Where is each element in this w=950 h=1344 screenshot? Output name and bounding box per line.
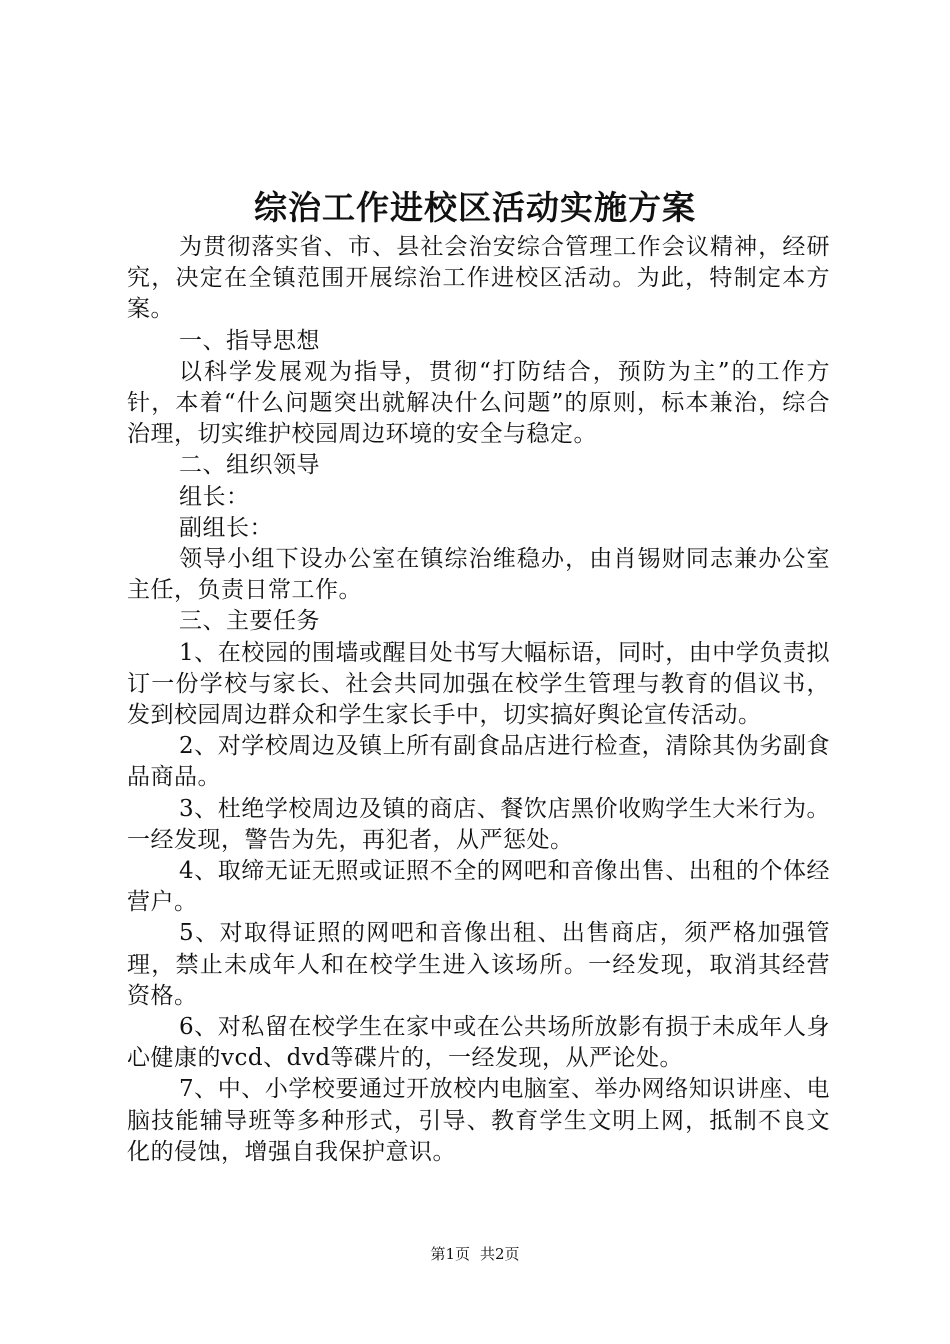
paragraph: 领导小组下设办公室在镇综治维稳办，由肖锡财同志兼办公室主任，负责日常工作。	[127, 546, 830, 604]
task-item: 3、杜绝学校周边及镇的商店、餐饮店黑价收购学生大米行为。一经发现，警告为先，再犯者，从严惩处。	[127, 795, 830, 853]
paragraph: 组长：	[179, 483, 250, 510]
page-footer	[0, 1244, 950, 1264]
task-item: 7、中、小学校要通过开放校内电脑室、举办网络知识讲座、电脑技能辅导班等多种形式，引导、教育学生文明上网，抵制不良文化的侵蚀，增强自我保护意识。	[127, 1076, 830, 1165]
task-item: 6、对私留在校学生在家中或在公共场所放影有损于未成年人身心健康的vcd、dvd等碟片的，一经发现，从严论处。	[127, 1014, 830, 1072]
task-item: 1、在校园的围墙或醒目处书写大幅标语，同时，由中学负责拟订一份学校与家长、社会共同加强在校学生管理与教育的倡议书，发到校园周边群众和学生家长手中，切实搞好舆论宣传活动。	[127, 639, 830, 729]
section-heading: 一、指导思想	[179, 327, 320, 354]
task-item: 5、对取得证照的网吧和音像出租、出售商店，须严格加强管理，禁止未成年人和在校学生进入该场所。一经发现，取消其经营资格。	[127, 920, 830, 1009]
section-heading: 三、主要任务	[179, 608, 320, 635]
document-body	[127, 232, 830, 1168]
page-total: 共2页	[480, 1245, 520, 1263]
document-title: 综治工作进校区活动实施方案	[254, 188, 696, 227]
task-item: 2、对学校周边及镇上所有副食品店进行检查，清除其伪劣副食品商品。	[127, 733, 830, 791]
paragraph: 为贯彻落实省、市、县社会治安综合管理工作会议精神，经研究，决定在全镇范围开展综治工作进校区活动。为此，特制定本方案。	[127, 234, 830, 323]
paragraph: 副组长：	[179, 514, 273, 541]
task-item: 4、取缔无证无照或证照不全的网吧和音像出售、出租的个体经营户。	[127, 858, 830, 916]
section-heading: 二、组织领导	[179, 452, 320, 479]
paragraph: 以科学发展观为指导，贯彻“打防结合，预防为主”的工作方针，本着“什么问题突出就解决什么问题”的原则，标本兼治，综合治理，切实维护校园周边环境的安全与稳定。	[127, 358, 830, 448]
page-number: 第1页	[430, 1245, 470, 1263]
